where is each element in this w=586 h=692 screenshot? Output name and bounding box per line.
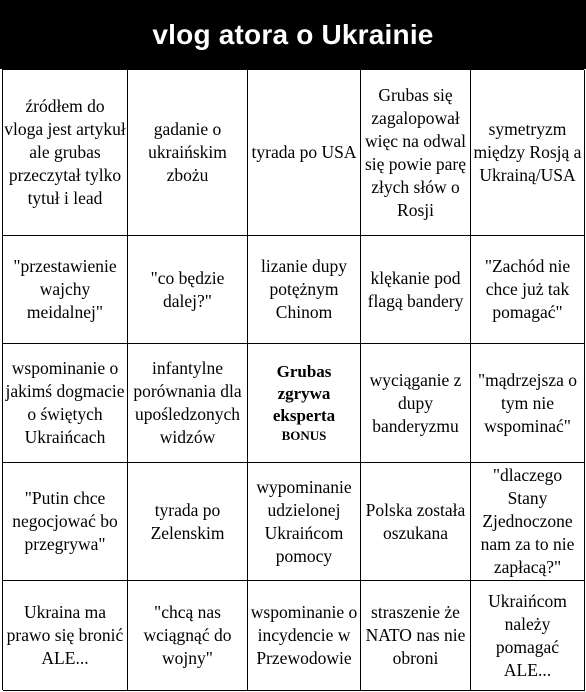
bingo-cell: wspominanie o incydencie w Przewodowie xyxy=(248,581,361,691)
bingo-cell: tyrada po Zelenskim xyxy=(128,463,248,581)
bingo-cell: Polska została oszukana xyxy=(361,463,471,581)
bingo-cell: "co będzie dalej?" xyxy=(128,236,248,344)
bingo-cell: infantylne porównania dla upośledzonych widzów xyxy=(128,344,248,463)
bingo-cell: klękanie pod flagą bandery xyxy=(361,236,471,344)
bingo-cell: "Putin chce negocjować bo przegrywa" xyxy=(3,463,128,581)
free-cell-content xyxy=(249,361,359,445)
free-cell-text: Grubas zgrywa eksperta xyxy=(272,362,336,425)
bingo-cell: wypominanie udzielonej Ukraińcom pomocy xyxy=(248,463,361,581)
bingo-cell: "mądrzejsza o tym nie wspominać" xyxy=(471,344,585,463)
title-bar xyxy=(0,0,586,69)
bingo-free-cell xyxy=(248,344,361,463)
bingo-cell: "chcą nas wciągnąć do wojny" xyxy=(128,581,248,691)
bingo-cell: wspominanie o jakimś dogmacie o świętych Ukraińcach xyxy=(3,344,128,463)
bingo-cell: "Zachód nie chce już tak pomagać" xyxy=(471,236,585,344)
bingo-cell: Ukraina ma prawo się bronić ALE... xyxy=(3,581,128,691)
bingo-cell: Grubas się zagalopował więc na odwal się powie parę złych słów o Rosji xyxy=(361,70,471,236)
bingo-cell: "przestawienie wajchy meidalnej" xyxy=(3,236,128,344)
bingo-cell: straszenie że NATO nas nie obroni xyxy=(361,581,471,691)
bingo-cell: lizanie dupy potężnym Chinom xyxy=(248,236,361,344)
free-cell-bonus: BONUS xyxy=(281,428,327,443)
bingo-cell: tyrada po USA xyxy=(248,70,361,236)
bingo-cell: "dlaczego Stany Zjednoczone nam za to nie zapłacą?" xyxy=(471,463,585,581)
bingo-grid xyxy=(2,69,584,690)
bingo-cell: gadanie o ukraińskim zbożu xyxy=(128,70,248,236)
bingo-cell: Ukraińcom należy pomagać ALE... xyxy=(471,581,585,691)
bingo-cell: źródłem do vloga jest artykuł ale grubas przeczytał tylko tytuł i lead xyxy=(3,70,128,236)
bingo-cell: wyciąganie z dupy banderyzmu xyxy=(361,344,471,463)
bingo-cell: symetryzm między Rosją a Ukrainą/USA xyxy=(471,70,585,236)
bingo-title: vlog atora o Ukrainie xyxy=(152,18,434,50)
